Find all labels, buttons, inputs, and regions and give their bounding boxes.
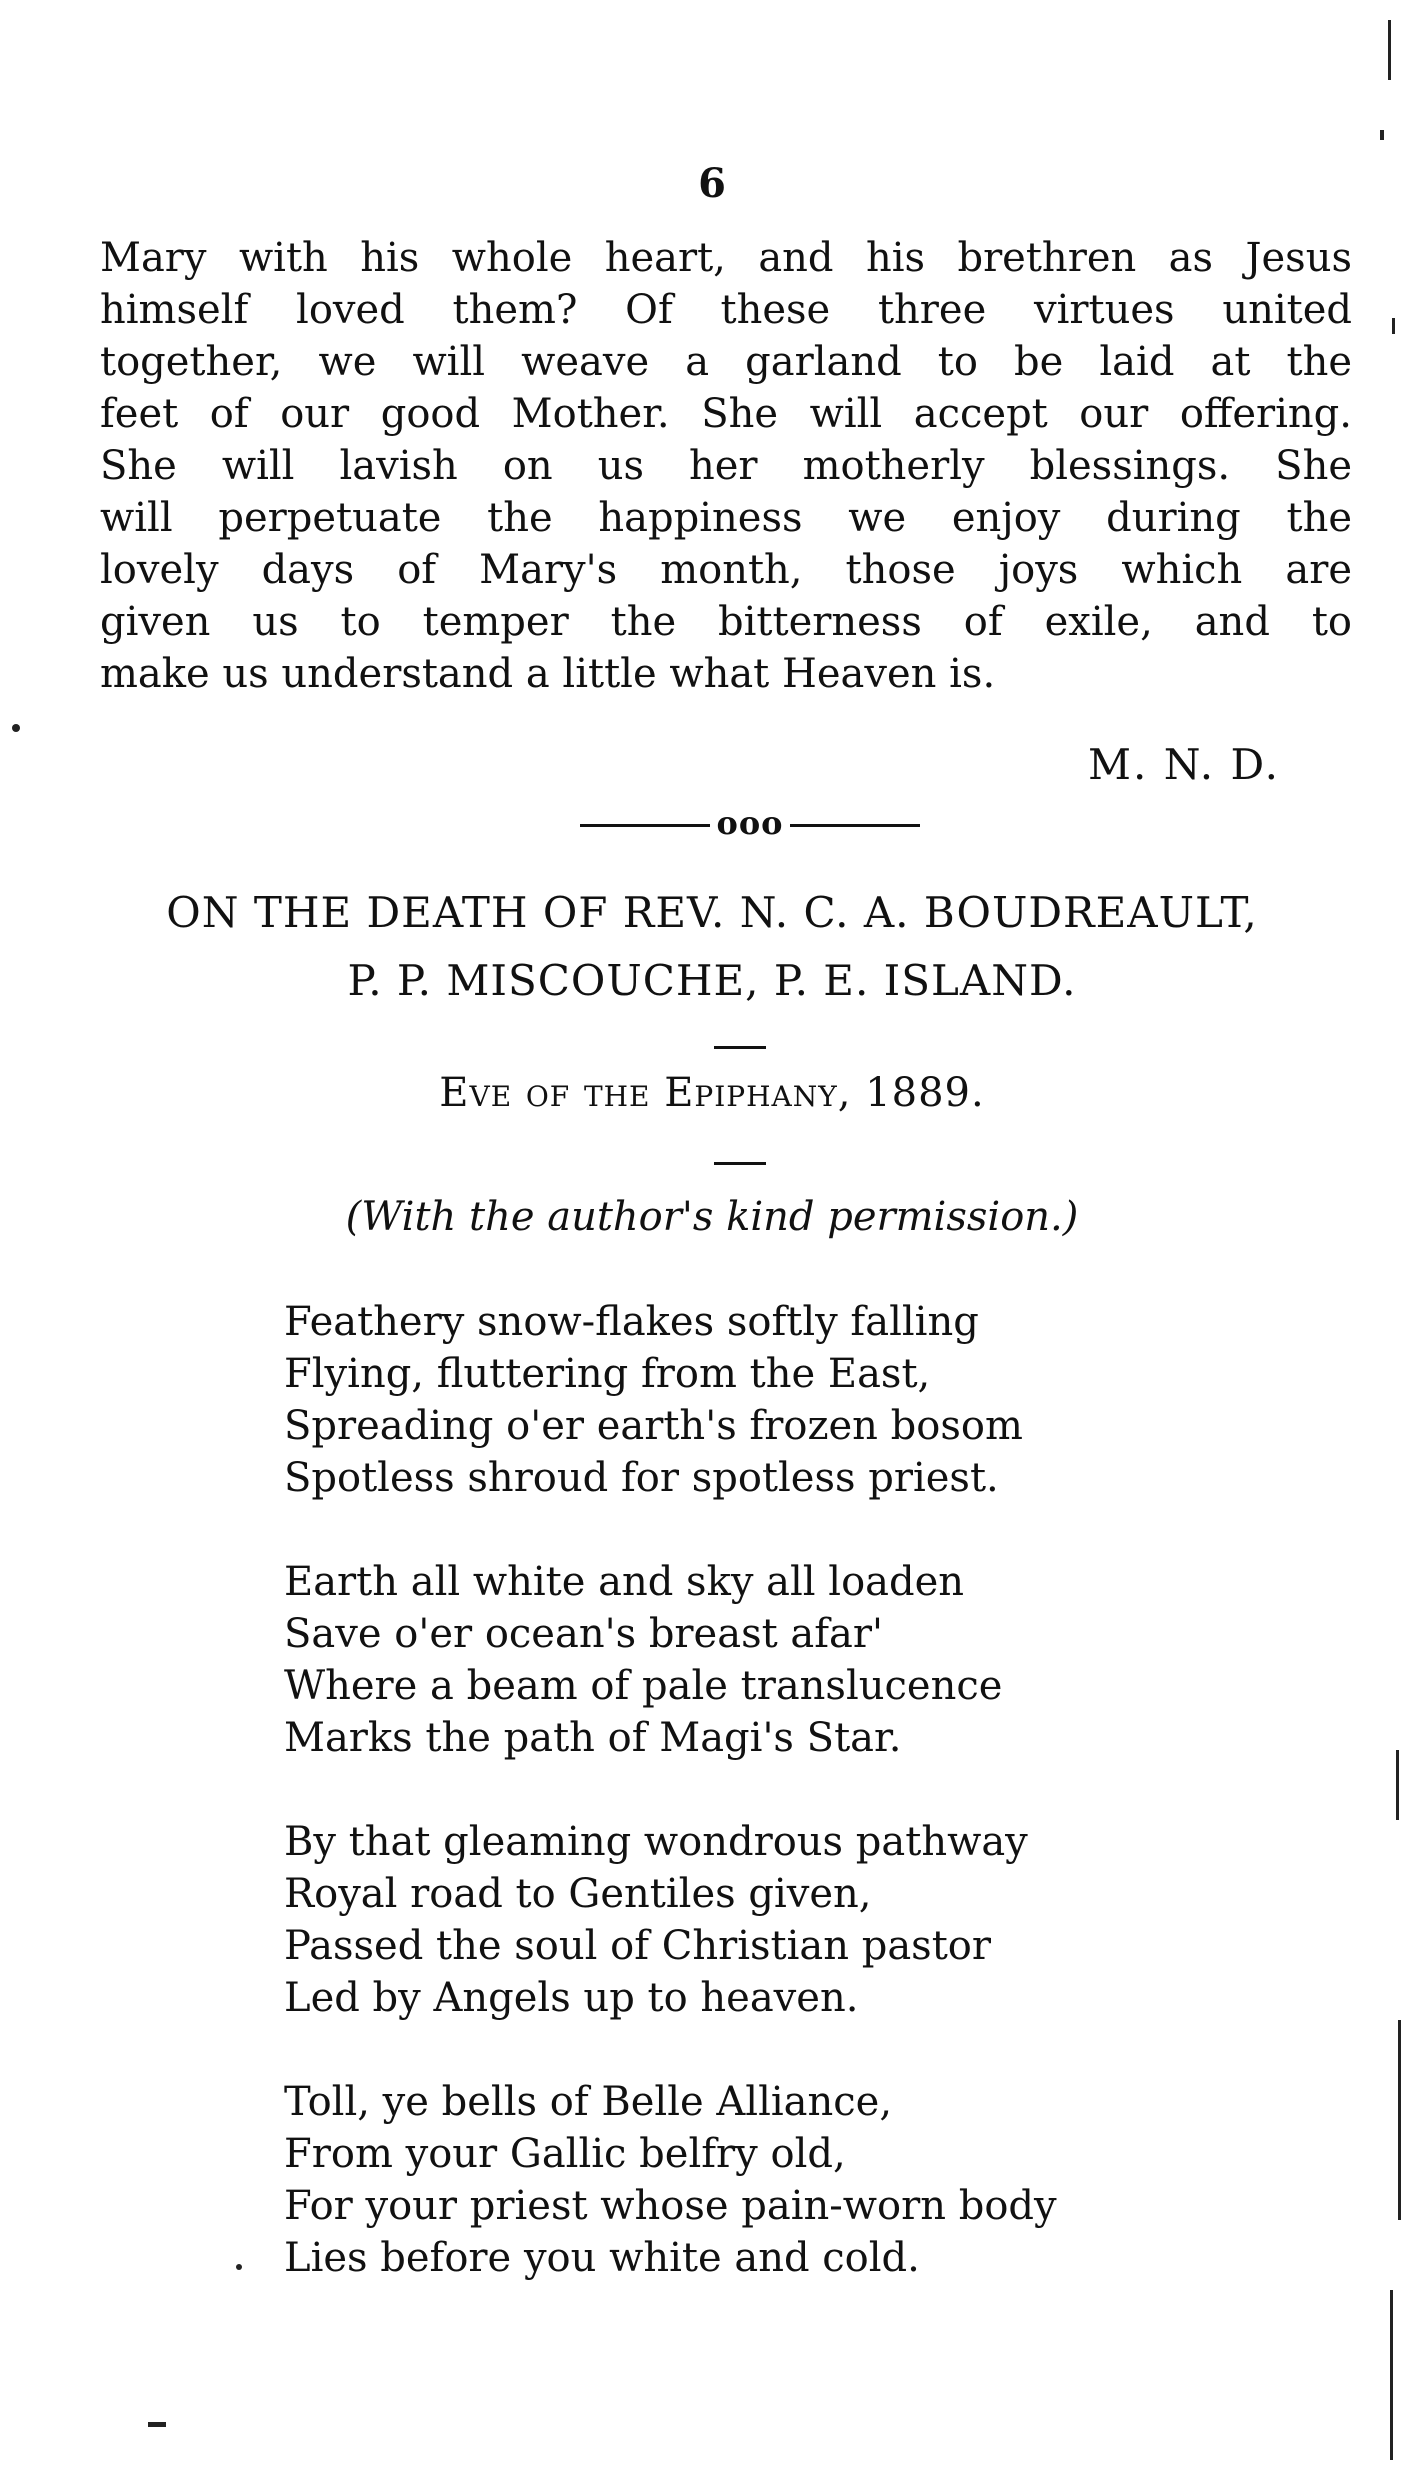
verse-line: Marks the path of Magi's Star. <box>284 1715 902 1761</box>
verse-line: Earth all white and sky all loaden <box>284 1559 965 1605</box>
scan-speck <box>1388 20 1391 80</box>
verse-line: Save o'er ocean's breast afar' <box>284 1611 884 1657</box>
prose-line: will perpetuate the happiness we enjoy during the <box>100 495 1352 541</box>
prose-line: Mary with his whole heart, and his brethren as Jesus <box>100 235 1352 281</box>
verse-line: From your Gallic belfry old, <box>284 2131 846 2177</box>
scan-speck <box>1390 2290 1393 2460</box>
separator-rule-left <box>580 824 710 827</box>
verse-line: Toll, ye bells of Belle Alliance, <box>284 2079 893 2125</box>
verse-line: By that gleaming wondrous pathway <box>284 1819 1028 1865</box>
permission-note: (With the author's kind permission.) <box>345 1194 1079 1240</box>
prose-line: given us to temper the bitterness of exile, and to <box>100 599 1352 645</box>
scan-speck <box>1392 318 1395 334</box>
verse-line: Led by Angels up to heaven. <box>284 1975 859 2021</box>
separator-ornament: ooo <box>716 804 784 842</box>
scan-speck <box>12 724 20 732</box>
poem-title-line-1: ON THE DEATH OF REV. N. C. A. BOUDREAULT, <box>166 888 1258 937</box>
title-rule <box>714 1046 766 1049</box>
poem <box>284 1296 1284 2336</box>
prose-line: feet of our good Mother. She will accept our offering. <box>100 391 1352 437</box>
poem-occasion: Eve of the Epiphany, 1889. <box>439 1070 985 1116</box>
verse-line: For your priest whose pain-worn body <box>284 2183 1057 2229</box>
stanza <box>284 1816 1284 2024</box>
prose-line: She will lavish on us her motherly blessings. She <box>100 443 1352 489</box>
scan-speck <box>148 2422 166 2427</box>
verse-line: Spotless shroud for spotless priest. <box>284 1455 999 1501</box>
verse-line: Lies before you white and cold. <box>284 2235 920 2281</box>
prose-line: make us understand a little what Heaven is. <box>100 651 996 697</box>
prose-paragraph <box>100 232 1352 700</box>
prose-line: himself loved them? Of these three virtues united <box>100 287 1352 333</box>
verse-line: Where a beam of pale translucence <box>284 1663 1003 1709</box>
scan-speck <box>1380 130 1384 140</box>
scan-speck <box>236 2264 242 2270</box>
stanza <box>284 2076 1284 2284</box>
scan-speck <box>1398 2020 1401 2220</box>
verse-line: Feathery snow-flakes softly falling <box>284 1299 979 1345</box>
stanza <box>284 1296 1284 1504</box>
stanza <box>284 1556 1284 1764</box>
signature: M. N. D. <box>1088 740 1280 789</box>
separator-rule-right <box>790 824 920 827</box>
prose-line: lovely days of Mary's month, those joys which are <box>100 547 1352 593</box>
verse-line: Flying, fluttering from the East, <box>284 1351 931 1397</box>
verse-line: Spreading o'er earth's frozen bosom <box>284 1403 1023 1449</box>
scan-speck <box>1396 1750 1399 1820</box>
verse-line: Royal road to Gentiles given, <box>284 1871 872 1917</box>
section-separator <box>560 804 940 842</box>
verse-line: Passed the soul of Christian pastor <box>284 1923 991 1969</box>
page-number: 6 <box>698 160 726 207</box>
occasion-rule <box>714 1162 766 1165</box>
poem-title-line-2: P. P. MISCOUCHE, P. E. ISLAND. <box>347 956 1077 1005</box>
prose-line: together, we will weave a garland to be laid at the <box>100 339 1352 385</box>
